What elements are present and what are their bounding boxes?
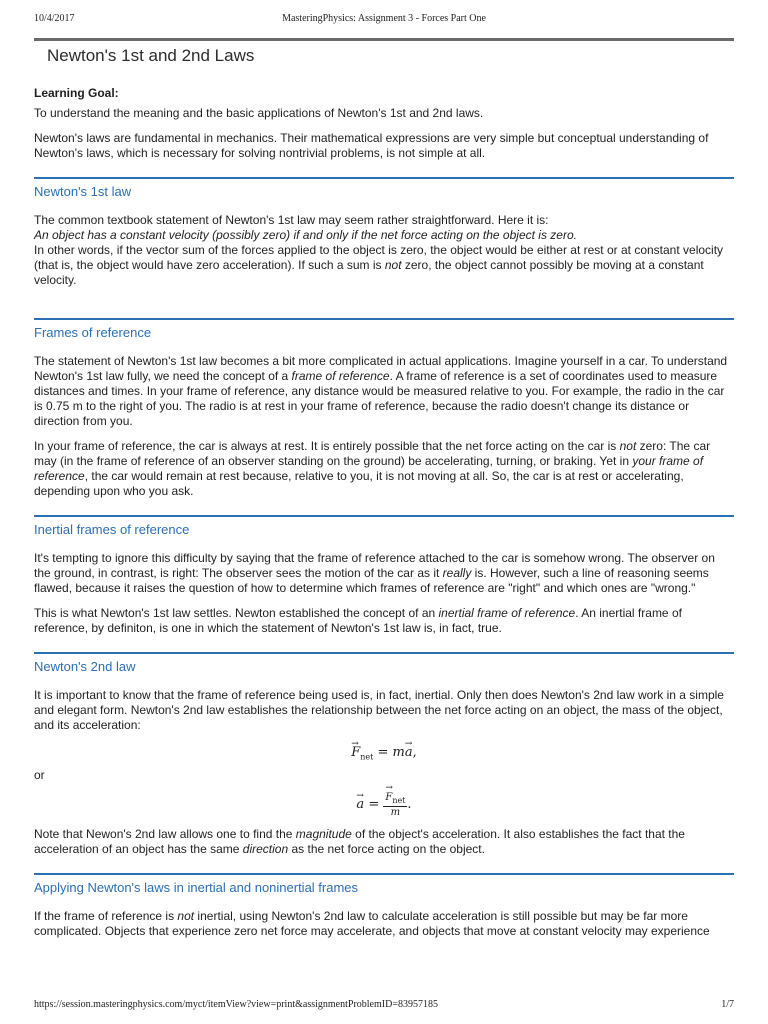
equals-sign: = (364, 797, 384, 812)
section-heading-inertial: Inertial frames of reference (34, 515, 734, 538)
mass-symbol: m (392, 745, 405, 760)
inertial-p2-text: This is what Newton's 1st law settles. Newton established the concept of an (34, 606, 439, 620)
frames-p1-emphasis: frame of reference (291, 369, 390, 383)
equation-force (34, 739, 734, 767)
applying-text-end: inertial, using Newton's 2nd law to calculate acceleration is still possible but may be far more complicated. Objects that experience zero net force may accelerate, and objects that move at constant velocity may experience (34, 909, 710, 938)
second-law-p2-text-mid: of the object's acceleration. It also establishes the fact that the acceleration of an object has the same (34, 827, 685, 856)
equation-punctuation: . (407, 797, 412, 812)
frames-paragraph-2 (34, 439, 734, 499)
second-law-p2-text-end: as the net force acting on the object. (288, 842, 485, 856)
frames-p2-emphasis-2: your frame of reference (34, 454, 704, 483)
learning-goal-label: Learning Goal: (34, 86, 119, 100)
inertial-p1-text: It's tempting to ignore this difficulty by saying that the frame of reference attached to the car is somehow wrong. The observer on the ground, in contrast, is right: The observer sees the motion of the car as it (34, 551, 715, 580)
applying-text: If the frame of reference is (34, 909, 178, 923)
force-vector-symbol: → F (351, 739, 360, 767)
print-url: https://session.masteringphysics.com/myct/itemView?view=print&assignmentProblemID=83957185 (34, 999, 438, 1010)
net-subscript: net (360, 752, 374, 762)
frames-p2-emphasis-1: not (619, 439, 637, 453)
learning-goal-text: To understand the meaning and the basic applications of Newton's 1st and 2nd laws. (34, 106, 484, 120)
inertial-p2-emphasis: inertial frame of reference (438, 606, 576, 620)
equation-acceleration (34, 791, 734, 819)
or-text: or (34, 768, 45, 782)
frames-p2-text: In your frame of reference, the car is always at rest. It is entirely possible that the net force acting on the car is (34, 439, 620, 453)
section-heading-applying: Applying Newton's laws in inertial and noninertial frames (34, 873, 734, 896)
second-law-p2-emphasis-2: direction (242, 842, 289, 856)
inertial-paragraph-2 (34, 606, 734, 636)
section-applying (34, 873, 734, 939)
second-law-p2-text: Note that Newon's 2nd law allows one to find the (34, 827, 296, 841)
first-law-paragraph (34, 213, 734, 288)
first-law-statement: An object has a constant velocity (possibly zero) if and only if the net force acting on the object is zero. (34, 228, 577, 242)
section-heading-frames: Frames of reference (34, 318, 734, 341)
first-law-text-end: zero, the object cannot possibly be moving at a constant velocity. (34, 258, 704, 287)
frames-p1-text-end: . A frame of reference is a set of coordinates used to measure distances and times. In your frame of reference, any distance would be measured relative to you. For example, the radio in the car is 0.75 m to the right of you. The radio is at rest in your frame of reference, because the radio doesn't change its distance or direction from you. (34, 369, 725, 428)
print-page-title: MasteringPhysics: Assignment 3 - Forces Part One (282, 13, 486, 24)
fraction-numerator (383, 792, 407, 807)
equation-punctuation: , (412, 745, 417, 760)
first-law-emphasis: not (384, 258, 402, 272)
equals-sign: = (373, 745, 393, 760)
section-heading-first-law: Newton's 1st law (34, 177, 734, 200)
print-date: 10/4/2017 (34, 13, 75, 24)
frames-p2-text-mid: zero: The car may (in the frame of reference of an observer standing on the ground) be accelerating, turning, or braking. Yet in (34, 439, 711, 468)
section-second-law (34, 652, 734, 857)
section-frames (34, 318, 734, 499)
article (34, 45, 734, 939)
inertial-p1-text-end: is. However, such a line of reasoning seems flawed, because it raises the question of how to determine which frames of reference are "right" and which ones are "wrong." (34, 566, 709, 595)
section-inertial-frames (34, 515, 734, 636)
applying-paragraph (34, 909, 734, 939)
inertial-paragraph-1 (34, 551, 734, 596)
force-vector-symbol: → F (385, 792, 392, 803)
page-title: Newton's 1st and 2nd Laws (47, 46, 255, 65)
header-divider (34, 38, 734, 41)
second-law-paragraph-2 (34, 827, 734, 857)
second-law-p2-emphasis-1: magnitude (295, 827, 352, 841)
page-number: 1/7 (721, 999, 734, 1010)
section-heading-second-law: Newton's 2nd law (34, 652, 734, 675)
acceleration-vector-symbol: → a (356, 791, 364, 819)
frames-p2-text-end: , the car would remain at rest because, relative to you, it is not moving at all. So, the car is at rest or accelerating, depending upon who you ask. (34, 469, 684, 498)
acceleration-vector-symbol: → a (405, 739, 413, 767)
inertial-p2-text-end: . An inertial frame of reference, by definiton, is one in which the statement of Newton's 1st law is, in fact, true. (34, 606, 682, 635)
fraction (383, 792, 407, 818)
applying-emphasis: not (177, 909, 195, 923)
frames-paragraph-1 (34, 354, 734, 429)
first-law-text: In other words, if the vector sum of the forces applied to the object is zero, the object would be either at rest or at constant velocity (that is, the object would have zero acceleration). If such a sum is (34, 243, 724, 272)
intro-paragraph: Newton's laws are fundamental in mechanics. Their mathematical expressions are very simple but conceptual understanding of Newton's laws, which is necessary for solving nontrivial problems, is not simple at all. (34, 131, 709, 160)
net-subscript: net (392, 795, 406, 805)
section-first-law (34, 177, 734, 288)
frames-p1-text: The statement of Newton's 1st law becomes a bit more complicated in actual applications. Imagine yourself in a car. To understand Newton's 1st law fully, we need the concept of a (34, 354, 728, 383)
fraction-denominator: m (390, 806, 401, 818)
inertial-p1-emphasis: really (442, 566, 472, 580)
second-law-paragraph-1: It is important to know that the frame of reference being used is, in fact, inertial. Only then does Newton's 2nd law work in a simple and elegant form. Newton's 2nd law establishes the relationship between the net force acting on an object, the mass of the object, and its acceleration: (34, 688, 724, 732)
first-law-intro: The common textbook statement of Newton's 1st law may seem rather straightforward. Here it is: (34, 213, 549, 227)
